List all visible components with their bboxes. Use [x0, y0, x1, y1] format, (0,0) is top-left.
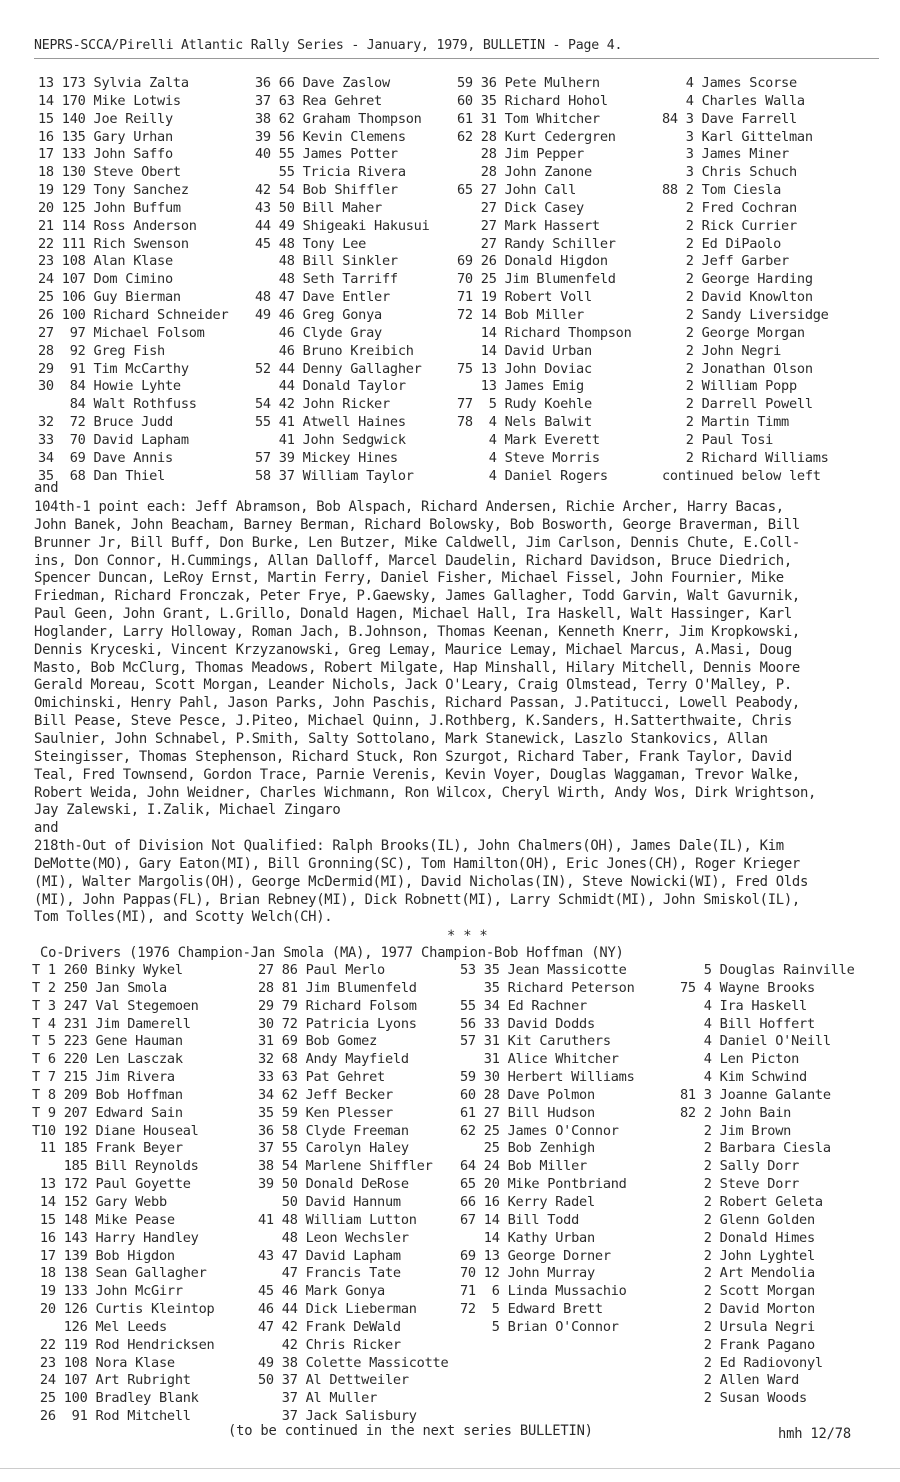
list-line: 60 35 Richard Hohol: [457, 92, 608, 109]
list-line: 20 125 John Buffum: [38, 199, 181, 216]
list-line: 71 19 Robert Voll: [457, 289, 592, 306]
list-line: John Banek, John Beacham, Barney Berman, Richard Bolowsky, Bob Bosworth, George Braverman, Bill: [34, 516, 800, 533]
list-line: 2 Jim Brown: [680, 1122, 792, 1139]
list-line: 46 Clyde Gray: [255, 324, 382, 341]
list-line: 15 140 Joe Reilly: [38, 110, 173, 127]
list-line: 5 Brian O'Connor: [460, 1318, 619, 1335]
list-line: 55 41 Atwell Haines: [255, 414, 406, 431]
list-line: Jay Zalewski, I.Zalik, Michael Zingaro: [34, 802, 341, 819]
list-line: 65 20 Mike Pontbriand: [460, 1176, 627, 1193]
list-line: 50 37 Al Dettweiler: [258, 1372, 409, 1389]
list-line: 24 107 Dom Cimino: [38, 271, 173, 288]
list-line: 28 John Zanone: [457, 164, 592, 181]
list-line: 30 84 Howie Lyhte: [38, 378, 181, 395]
list-line: 36 66 Dave Zaslow: [255, 75, 390, 91]
list-line: 2 Fred Cochran: [662, 199, 797, 216]
section-separator: * * *: [447, 928, 488, 944]
list-line: 2 Jeff Garber: [662, 253, 789, 270]
list-line: 2 Glenn Golden: [680, 1211, 815, 1228]
list-line: 3 Karl Gittelman: [662, 128, 813, 145]
list-line: 69 26 Donald Higdon: [457, 253, 608, 270]
list-line: 59 30 Herbert Williams: [460, 1069, 635, 1086]
list-line: 19 129 Tony Sanchez: [38, 182, 189, 199]
list-line: 2 Ed Radiovonyl: [680, 1354, 823, 1371]
list-line: 43 50 Bill Maher: [255, 199, 382, 216]
codrivers-column-4: [680, 962, 855, 1408]
list-line: 16 135 Gary Urhan: [38, 128, 173, 145]
list-line: 32 68 Andy Mayfield: [258, 1051, 409, 1068]
list-line: 4 James Scorse: [662, 75, 797, 91]
list-line: 3 Chris Schuch: [662, 164, 797, 181]
list-line: Steingisser, Thomas Stephenson, Richard Stuck, Ron Szurgot, Richard Taber, Frank Taylor, David: [34, 748, 792, 765]
list-line: ins, Don Connor, H.Cummings, Allan Dalloff, Marcel Daudelin, Richard Davidson, Bruce Diedrich,: [34, 552, 792, 569]
list-line: 57 39 Mickey Hines: [255, 449, 398, 466]
list-line: 46 44 Dick Lieberman: [258, 1301, 417, 1318]
list-line: Brunner Jr, Bill Buff, Don Burke, Len Butzer, Mike Caldwell, Jim Carlson, Dennis Chute, E.Coll-: [34, 534, 800, 551]
list-line: 28 92 Greg Fish: [38, 342, 165, 359]
list-line: 2 David Morton: [680, 1301, 815, 1318]
list-line: 78 4 Nels Balwit: [457, 414, 592, 431]
list-line: 22 111 Rich Swenson: [38, 235, 189, 252]
drivers-column-3: [457, 75, 632, 485]
list-line: 4 Daniel O'Neill: [680, 1033, 831, 1050]
list-line: 35 Richard Peterson: [460, 979, 635, 996]
list-line: continued below left: [662, 467, 821, 484]
codrivers-heading: Co-Drivers (1976 Champion-Jan Smola (MA), 1977 Champion-Bob Hoffman (NY): [40, 945, 624, 961]
list-line: 67 14 Bill Todd: [460, 1211, 580, 1228]
list-line: 48 47 Dave Entler: [255, 289, 390, 306]
list-line: 36 58 Clyde Freeman: [258, 1122, 409, 1139]
list-line: Spencer Duncan, LeRoy Ernst, Martin Ferry, Daniel Fisher, Michael Fissel, John Fournier, Mike: [34, 570, 784, 587]
list-line: 2 Sandy Liversidge: [662, 306, 829, 323]
list-line: 75 13 John Doviac: [457, 360, 592, 377]
list-line: 4 Steve Morris: [457, 449, 600, 466]
list-line: 61 31 Tom Whitcher: [457, 110, 600, 127]
list-line: 46 Bruno Kreibich: [255, 342, 414, 359]
list-line: 2 Sally Dorr: [680, 1158, 800, 1175]
list-line: 35 59 Ken Plesser: [258, 1104, 393, 1121]
list-line: 2 Allen Ward: [680, 1372, 800, 1389]
list-line: 2 Susan Woods: [680, 1390, 807, 1407]
list-line: 4 Daniel Rogers: [457, 467, 608, 484]
list-line: 81 3 Joanne Galante: [680, 1086, 831, 1103]
list-line: 3 James Miner: [662, 146, 789, 163]
list-line: 28 Jim Pepper: [457, 146, 584, 163]
list-line: T 8 209 Bob Hoffman: [32, 1086, 183, 1103]
list-line: Omichinski, Henry Pahl, Jason Parks, John Paschis, Richard Passan, J.Patitucci, Lowell Peabody,: [34, 695, 800, 712]
list-line: 4 Len Picton: [680, 1051, 800, 1068]
list-line: 40 55 James Potter: [255, 146, 398, 163]
continued-note: (to be continued in the next series BULLETIN): [228, 1423, 593, 1439]
list-line: 14 Richard Thompson: [457, 324, 632, 341]
list-line: 25 106 Guy Bierman: [38, 289, 181, 306]
list-line: 38 54 Marlene Shiffler: [258, 1158, 433, 1175]
list-line: 43 47 David Lapham: [258, 1247, 401, 1264]
list-line: T 1 260 Binky Wykel: [32, 962, 183, 978]
list-line: 18 130 Steve Obert: [38, 164, 181, 181]
list-line: 2 Scott Morgan: [680, 1283, 815, 1300]
list-line: 2 Richard Williams: [662, 449, 829, 466]
list-line: 4 Ira Haskell: [680, 997, 807, 1014]
list-line: 65 27 John Call: [457, 182, 577, 199]
list-line: 16 143 Harry Handley: [32, 1229, 199, 1246]
list-line: 37 55 Carolyn Haley: [258, 1140, 409, 1157]
list-line: 2 Donald Himes: [680, 1229, 815, 1246]
list-line: 2 Ursula Negri: [680, 1318, 815, 1335]
list-line: 62 25 James O'Connor: [460, 1122, 619, 1139]
list-line: 22 119 Rod Hendricksen: [32, 1336, 215, 1353]
list-line: 2 Frank Pagano: [680, 1336, 815, 1353]
and-label-2: and: [34, 820, 59, 836]
drivers-column-2: [255, 75, 430, 485]
list-line: 2 Martin Timm: [662, 414, 789, 431]
list-line: 26 100 Richard Schneider: [38, 306, 229, 323]
list-line: 58 37 William Taylor: [255, 467, 414, 484]
list-line: 37 Al Muller: [258, 1390, 378, 1407]
list-line: 2 David Knowlton: [662, 289, 813, 306]
list-line: 17 139 Bob Higdon: [32, 1247, 175, 1264]
list-line: 19 133 John McGirr: [32, 1283, 183, 1300]
list-line: 18 138 Sean Gallagher: [32, 1265, 207, 1282]
list-line: 57 31 Kit Caruthers: [460, 1033, 611, 1050]
page-bottom-edge: [0, 1468, 900, 1469]
codrivers-column-2: [258, 962, 448, 1426]
list-line: 42 54 Bob Shiffler: [255, 182, 398, 199]
list-line: 70 12 John Murray: [460, 1265, 595, 1282]
list-line: 49 38 Colette Massicotte: [258, 1354, 449, 1371]
list-line: 185 Bill Reynolds: [32, 1158, 199, 1175]
list-line: 37 63 Rea Gehret: [255, 92, 382, 109]
list-line: 39 56 Kevin Clemens: [255, 128, 406, 145]
list-line: Robert Weida, John Weidner, Charles Wichmann, Ron Wilcox, Cheryl Wirth, Andy Wos, Dirk Wrightson,: [34, 784, 817, 801]
and-label-1: and: [34, 480, 59, 496]
paragraph-218th: [34, 838, 894, 927]
list-line: 4 Charles Walla: [662, 92, 805, 109]
list-line: 53 35 Jean Massicotte: [460, 962, 627, 978]
list-line: 126 Mel Leeds: [32, 1318, 167, 1335]
list-line: 14 Kathy Urban: [460, 1229, 595, 1246]
list-line: 2 George Morgan: [662, 324, 805, 341]
list-line: 2 Barbara Ciesla: [680, 1140, 831, 1157]
list-line: Paul Geen, John Grant, L.Grillo, Donald Hagen, Michael Hall, Ira Haskell, Walt Hassinger, Karl: [34, 606, 792, 623]
list-line: T 4 231 Jim Damerell: [32, 1015, 191, 1032]
list-line: 4 Mark Everett: [457, 431, 600, 448]
list-line: 72 5 Edward Brett: [460, 1301, 603, 1318]
list-line: 24 107 Art Rubright: [32, 1372, 191, 1389]
list-line: 14 David Urban: [457, 342, 592, 359]
list-line: 69 13 George Dorner: [460, 1247, 611, 1264]
list-line: 71 6 Linda Mussachio: [460, 1283, 627, 1300]
list-line: (MI), John Pappas(FL), Brian Rebney(MI), Dick Robnett(MI), Larry Schmidt(MI), John Smiskol(IL),: [34, 891, 800, 908]
list-line: 34 69 Dave Annis: [38, 449, 173, 466]
list-line: 62 28 Kurt Cedergren: [457, 128, 616, 145]
list-line: 72 14 Bob Miller: [457, 306, 584, 323]
list-line: 2 Steve Dorr: [680, 1176, 800, 1193]
list-line: Masto, Bob McClurg, Thomas Meadows, Robert Milgate, Hap Minshall, Hilary Mitchell, Dennis Moore: [34, 659, 800, 676]
list-line: Gerald Moreau, Scott Morgan, Leander Nichols, Jack O'Leary, Craig Olmstead, Terry O'Malley, P.: [34, 677, 792, 694]
list-line: 5 Douglas Rainville: [680, 962, 855, 978]
list-line: 54 42 John Ricker: [255, 396, 390, 413]
list-line: 75 4 Wayne Brooks: [680, 979, 815, 996]
list-line: 52 44 Denny Gallagher: [255, 360, 422, 377]
list-line: 14 152 Gary Webb: [32, 1193, 167, 1210]
list-line: DeMotte(MO), Gary Eaton(MI), Bill Gronning(SC), Tom Hamilton(OH), Eric Jones(CH), Roger Krieger: [34, 855, 800, 872]
list-line: T 6 220 Len Lasczak: [32, 1051, 183, 1068]
list-line: 2 William Popp: [662, 378, 797, 395]
list-line: 17 133 John Saffo: [38, 146, 173, 163]
list-line: 13 James Emig: [457, 378, 584, 395]
list-line: 77 5 Rudy Koehle: [457, 396, 592, 413]
header-underline: [34, 58, 879, 59]
list-line: 27 Mark Hassert: [457, 217, 600, 234]
drivers-column-4: [662, 75, 829, 485]
list-line: 2 John Negri: [662, 342, 782, 359]
list-line: 55 34 Ed Rachner: [460, 997, 587, 1014]
author-initials: hmh 12/78: [778, 1426, 851, 1442]
list-line: 39 50 Donald DeRose: [258, 1176, 409, 1193]
list-line: 23 108 Nora Klase: [32, 1354, 175, 1371]
list-line: 60 28 Dave Polmon: [460, 1086, 595, 1103]
list-line: 45 48 Tony Lee: [255, 235, 367, 252]
list-line: 42 Chris Ricker: [258, 1336, 401, 1353]
list-line: Bill Pease, Steve Pesce, J.Piteo, Michael Quinn, J.Rothberg, K.Sanders, H.Satterthwaite, Chris: [34, 713, 792, 730]
list-line: 38 62 Graham Thompson: [255, 110, 422, 127]
list-line: 48 Bill Sinkler: [255, 253, 398, 270]
list-line: 55 Tricia Rivera: [255, 164, 406, 181]
codrivers-column-1: [32, 962, 215, 1426]
list-line: 2 Paul Tosi: [662, 431, 774, 448]
list-line: 27 97 Michael Folsom: [38, 324, 205, 341]
list-line: 27 Randy Schiller: [457, 235, 616, 252]
list-line: 29 79 Richard Folsom: [258, 997, 417, 1014]
list-line: 23 108 Alan Klase: [38, 253, 173, 270]
list-line: 66 16 Kerry Radel: [460, 1193, 595, 1210]
list-line: 33 70 David Lapham: [38, 431, 189, 448]
paragraph-104th: [34, 499, 894, 820]
list-line: 70 25 Jim Blumenfeld: [457, 271, 616, 288]
list-line: Saulnier, John Schnabel, P.Smith, Salty Sottolano, Mark Stanewick, Laszlo Stankovics, Allan: [34, 730, 768, 747]
list-line: Dennis Kryceski, Vincent Krzyzanowski, Greg Lemay, Maurice Lemay, Michael Marcus, A.Masi, Doug: [34, 641, 792, 658]
list-line: 44 49 Shigeaki Hakusui: [255, 217, 430, 234]
list-line: 104th-1 point each: Jeff Abramson, Bob Alspach, Richard Andersen, Richie Archer, Harry Bacas,: [34, 499, 784, 515]
list-line: (MI), Walter Margolis(OH), George McDermid(MI), David Nicholas(IN), Steve Nowicki(WI), Fred Olds: [34, 873, 809, 890]
list-line: 64 24 Bob Miller: [460, 1158, 587, 1175]
list-line: 25 100 Bradley Blank: [32, 1390, 199, 1407]
list-line: T 2 250 Jan Smola: [32, 979, 167, 996]
list-line: 48 Leon Wechsler: [258, 1229, 409, 1246]
list-line: 2 Rick Currier: [662, 217, 797, 234]
drivers-column-1: [38, 75, 228, 485]
list-line: 48 Seth Tarriff: [255, 271, 398, 288]
list-line: 4 Kim Schwind: [680, 1069, 807, 1086]
list-line: Teal, Fred Townsend, Gordon Trace, Parnie Verenis, Kevin Voyer, Douglas Waggaman, Trevor Walke,: [34, 766, 800, 783]
list-line: 2 George Harding: [662, 271, 813, 288]
list-line: 84 3 Dave Farrell: [662, 110, 797, 127]
list-line: 61 27 Bill Hudson: [460, 1104, 595, 1121]
list-line: T10 192 Diane Houseal: [32, 1122, 199, 1139]
list-line: T 9 207 Edward Sain: [32, 1104, 183, 1121]
list-line: Tom Tolles(MI), and Scotty Welch(CH).: [34, 909, 333, 926]
list-line: 31 69 Bob Gomez: [258, 1033, 378, 1050]
list-line: 11 185 Frank Beyer: [32, 1140, 183, 1157]
list-line: 2 Ed DiPaolo: [662, 235, 782, 252]
list-line: 13 173 Sylvia Zalta: [38, 75, 189, 91]
list-line: 28 81 Jim Blumenfeld: [258, 979, 417, 996]
list-line: 30 72 Patricia Lyons: [258, 1015, 417, 1032]
list-line: 218th-Out of Division Not Qualified: Ralph Brooks(IL), John Chalmers(OH), James Dale(IL), Kim: [34, 838, 784, 854]
page-header: NEPRS-SCCA/Pirelli Atlantic Rally Series - January, 1979, BULLETIN - Page 4.: [34, 38, 623, 53]
list-line: T 3 247 Val Stegemoen: [32, 997, 199, 1014]
list-line: 2 John Lyghtel: [680, 1247, 815, 1264]
list-line: 88 2 Tom Ciesla: [662, 182, 782, 199]
list-line: 2 Robert Geleta: [680, 1193, 823, 1210]
list-line: 41 John Sedgwick: [255, 431, 406, 448]
list-line: 34 62 Jeff Becker: [258, 1086, 393, 1103]
list-line: 2 Jonathan Olson: [662, 360, 813, 377]
list-line: 26 91 Rod Mitchell: [32, 1408, 191, 1425]
list-line: 49 46 Greg Gonya: [255, 306, 382, 323]
list-line: 4 Bill Hoffert: [680, 1015, 815, 1032]
list-line: 15 148 Mike Pease: [32, 1211, 175, 1228]
list-line: 13 172 Paul Goyette: [32, 1176, 191, 1193]
list-line: T 5 223 Gene Hauman: [32, 1033, 183, 1050]
list-line: 21 114 Ross Anderson: [38, 217, 197, 234]
list-line: 59 36 Pete Mulhern: [457, 75, 600, 91]
list-line: 37 Jack Salisbury: [258, 1408, 417, 1425]
list-line: 29 91 Tim McCarthy: [38, 360, 189, 377]
list-line: 27 86 Paul Merlo: [258, 962, 385, 978]
list-line: 2 Art Mendolia: [680, 1265, 815, 1282]
list-line: 33 63 Pat Gehret: [258, 1069, 385, 1086]
list-line: 41 48 William Lutton: [258, 1211, 417, 1228]
list-line: T 7 215 Jim Rivera: [32, 1069, 175, 1086]
list-line: 82 2 John Bain: [680, 1104, 792, 1121]
list-line: 14 170 Mike Lotwis: [38, 92, 181, 109]
list-line: 44 Donald Taylor: [255, 378, 406, 395]
list-line: 45 46 Mark Gonya: [258, 1283, 385, 1300]
list-line: 47 42 Frank DeWald: [258, 1318, 401, 1335]
list-line: 27 Dick Casey: [457, 199, 584, 216]
list-line: 2 Darrell Powell: [662, 396, 813, 413]
list-line: 35 68 Dan Thiel: [38, 467, 165, 484]
codrivers-column-3: [460, 962, 635, 1337]
list-line: Hoglander, Larry Holloway, Roman Jach, B.Johnson, Thomas Keenan, Kenneth Knerr, Jim Kropkowski,: [34, 623, 800, 640]
list-line: 50 David Hannum: [258, 1193, 401, 1210]
list-line: 84 Walt Rothfuss: [38, 396, 197, 413]
list-line: 47 Francis Tate: [258, 1265, 401, 1282]
list-line: 25 Bob Zenhigh: [460, 1140, 595, 1157]
list-line: 56 33 David Dodds: [460, 1015, 595, 1032]
list-line: 32 72 Bruce Judd: [38, 414, 173, 431]
list-line: Friedman, Richard Fronczak, Peter Frye, P.Gaewsky, James Gallagher, Todd Garvin, Walt Gavurnik,: [34, 588, 800, 605]
list-line: 20 126 Curtis Kleintop: [32, 1301, 215, 1318]
list-line: 31 Alice Whitcher: [460, 1051, 619, 1068]
